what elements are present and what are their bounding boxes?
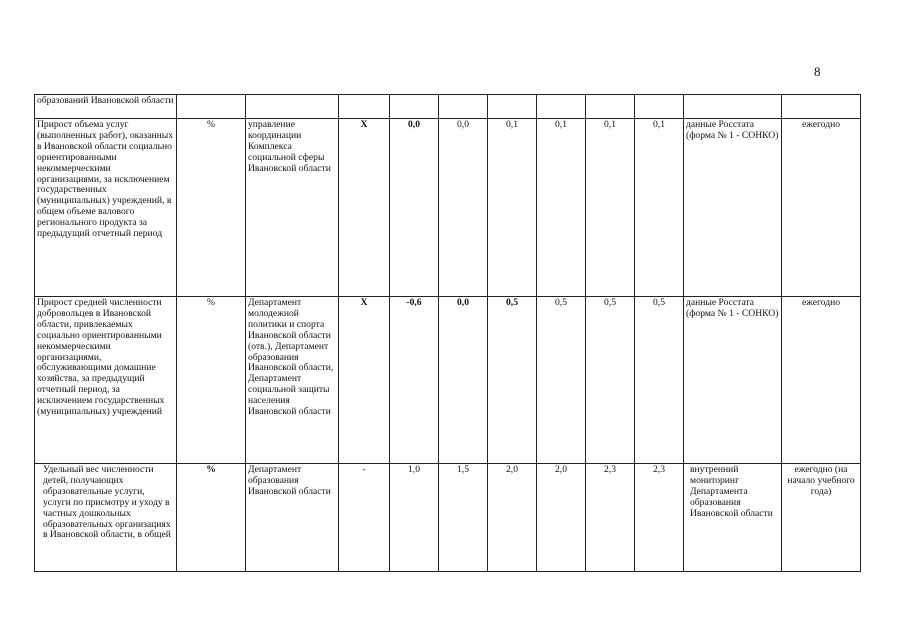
value-cell-5	[586, 95, 635, 119]
table-row	[35, 297, 861, 464]
value-cell-1: 1,0	[390, 464, 439, 572]
value-cell-4: 0,1	[537, 119, 586, 297]
value-cell-1: -0,6	[390, 297, 439, 464]
value-cell-2	[439, 95, 488, 119]
value-cell-4	[537, 95, 586, 119]
indicators-table	[34, 94, 861, 572]
base-value-cell: Х	[339, 297, 390, 464]
value-cell-1: 0,0	[390, 119, 439, 297]
table-row	[35, 95, 861, 119]
base-value-cell: Х	[339, 119, 390, 297]
value-cell-6: 0,1	[635, 119, 684, 297]
value-cell-3: 0,5	[488, 297, 537, 464]
responsible-cell	[246, 95, 339, 119]
value-cell-4: 0,5	[537, 297, 586, 464]
value-cell-5: 2,3	[586, 464, 635, 572]
source-cell	[684, 95, 782, 119]
frequency-cell	[782, 95, 861, 119]
value-cell-3: 0,1	[488, 119, 537, 297]
value-cell-2: 0,0	[439, 119, 488, 297]
page-number: 8	[814, 64, 821, 79]
value-cell-6: 2,3	[635, 464, 684, 572]
source-cell: данные Росстата (форма № 1 - СОНКО)	[684, 119, 782, 297]
value-cell-2: 1,5	[439, 464, 488, 572]
base-value-cell: -	[339, 464, 390, 572]
responsible-cell: Департамент образования Ивановской области	[246, 464, 339, 572]
responsible-cell: управление координации Комплекса социальной сферы Ивановской области	[246, 119, 339, 297]
indicator-name: Прирост объема услуг (выполненных работ), оказанных в Ивановской области социально ориентированными некоммерческими организациями, за исключением государственных (муниципальных) учреждений, в общем объеме валового регионального продукта за предыдущий отчетный период	[35, 119, 177, 297]
value-cell-3: 2,0	[488, 464, 537, 572]
source-cell: внутренний мониторинг Департамента образования Ивановской области	[684, 464, 782, 572]
responsible-cell: Департамент молодежной политики и спорта Ивановской области (отв.), Департамент образования Ивановской области, Департамент социальной защиты населения Ивановской области	[246, 297, 339, 464]
unit-cell	[177, 95, 246, 119]
value-cell-1	[390, 95, 439, 119]
frequency-cell: ежегодно (на начало учебного года)	[782, 464, 861, 572]
indicator-name: Прирост средней численности добровольцев в Ивановской области, привлекаемых социально ориентированными некоммерческими организациями, обслуживающими домашние хозяйства, за предыдущий отчетный период, за исключением государственных (муниципальных) учреждений	[35, 297, 177, 464]
value-cell-6	[635, 95, 684, 119]
value-cell-5: 0,1	[586, 119, 635, 297]
unit-cell: %	[177, 119, 246, 297]
unit-cell: %	[177, 464, 246, 572]
table-row	[35, 464, 861, 572]
unit-cell: %	[177, 297, 246, 464]
value-cell-4: 2,0	[537, 464, 586, 572]
frequency-cell: ежегодно	[782, 297, 861, 464]
indicator-name: образований Ивановской области	[35, 95, 177, 119]
value-cell-5: 0,5	[586, 297, 635, 464]
frequency-cell: ежегодно	[782, 119, 861, 297]
table-row	[35, 119, 861, 297]
source-cell: данные Росстата (форма № 1 - СОНКО)	[684, 297, 782, 464]
base-value-cell	[339, 95, 390, 119]
value-cell-3	[488, 95, 537, 119]
indicator-name: Удельный вес численности детей, получающих образовательные услуги, услуги по присмотру и уходу в частных дошкольных образовательных организациях в Ивановской области, в общей	[35, 464, 177, 572]
value-cell-2: 0,0	[439, 297, 488, 464]
value-cell-6: 0,5	[635, 297, 684, 464]
